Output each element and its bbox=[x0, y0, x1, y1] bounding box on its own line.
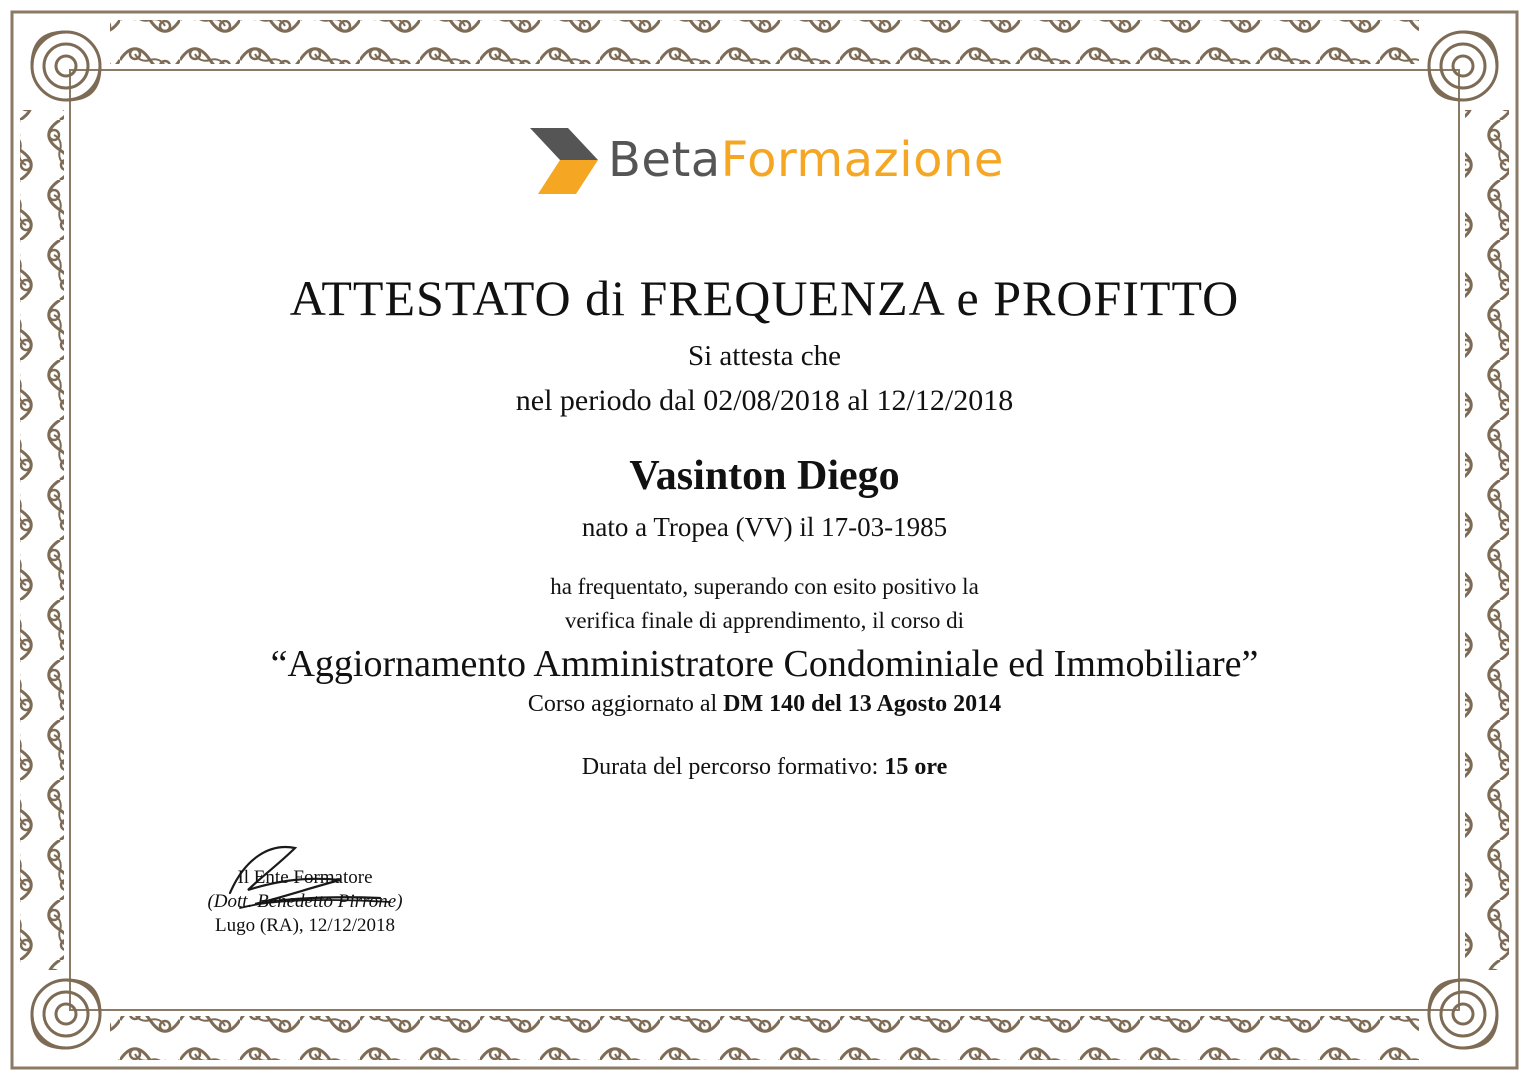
attendance-statement-line1: ha frequentato, superando con esito positivo la bbox=[550, 574, 979, 599]
course-duration-prefix: Durata del percorso formativo: bbox=[581, 754, 885, 780]
logo-word-formazione: Formazione bbox=[720, 132, 1004, 188]
corner-ornament-bottom-right bbox=[1429, 980, 1497, 1048]
course-duration-value: 15 ore bbox=[884, 754, 948, 780]
signature-person: (Dott. Benedetto Pirrone) bbox=[207, 891, 403, 912]
course-update-note bbox=[0, 689, 1529, 719]
certificate-title: ATTESTATO di FREQUENZA e PROFITTO bbox=[289, 270, 1240, 326]
signature-block bbox=[190, 838, 420, 948]
logo-chevron-icon bbox=[528, 122, 598, 197]
certificate-period: nel periodo dal 02/08/2018 al 12/12/2018 bbox=[515, 384, 1014, 417]
recipient-name: Vasinton Diego bbox=[629, 453, 900, 499]
signature-role: Il Ente Formatore bbox=[237, 867, 373, 888]
signature-place-date: Lugo (RA), 12/12/2018 bbox=[215, 915, 395, 936]
course-update-prefix: Corso aggiornato al bbox=[527, 691, 724, 717]
course-title: “Aggiornamento Amministratore Condominiale ed Immobiliare” bbox=[270, 643, 1259, 685]
course-update-reference: DM 140 del 13 Agosto 2014 bbox=[723, 691, 1002, 717]
certificate-intro: Si attesta che bbox=[687, 340, 841, 372]
corner-ornament-top-right bbox=[1429, 32, 1497, 100]
corner-ornament-top-left bbox=[32, 32, 100, 100]
course-duration bbox=[0, 752, 1529, 782]
logo-wordmark bbox=[608, 130, 1004, 190]
recipient-birth-info: nato a Tropea (VV) il 17-03-1985 bbox=[581, 512, 948, 542]
attendance-statement-line2: verifica finale di apprendimento, il corso di bbox=[564, 608, 965, 633]
corner-ornament-bottom-left bbox=[32, 980, 100, 1048]
logo-word-beta: Beta bbox=[608, 132, 721, 188]
betaformazione-logo bbox=[528, 122, 1028, 202]
